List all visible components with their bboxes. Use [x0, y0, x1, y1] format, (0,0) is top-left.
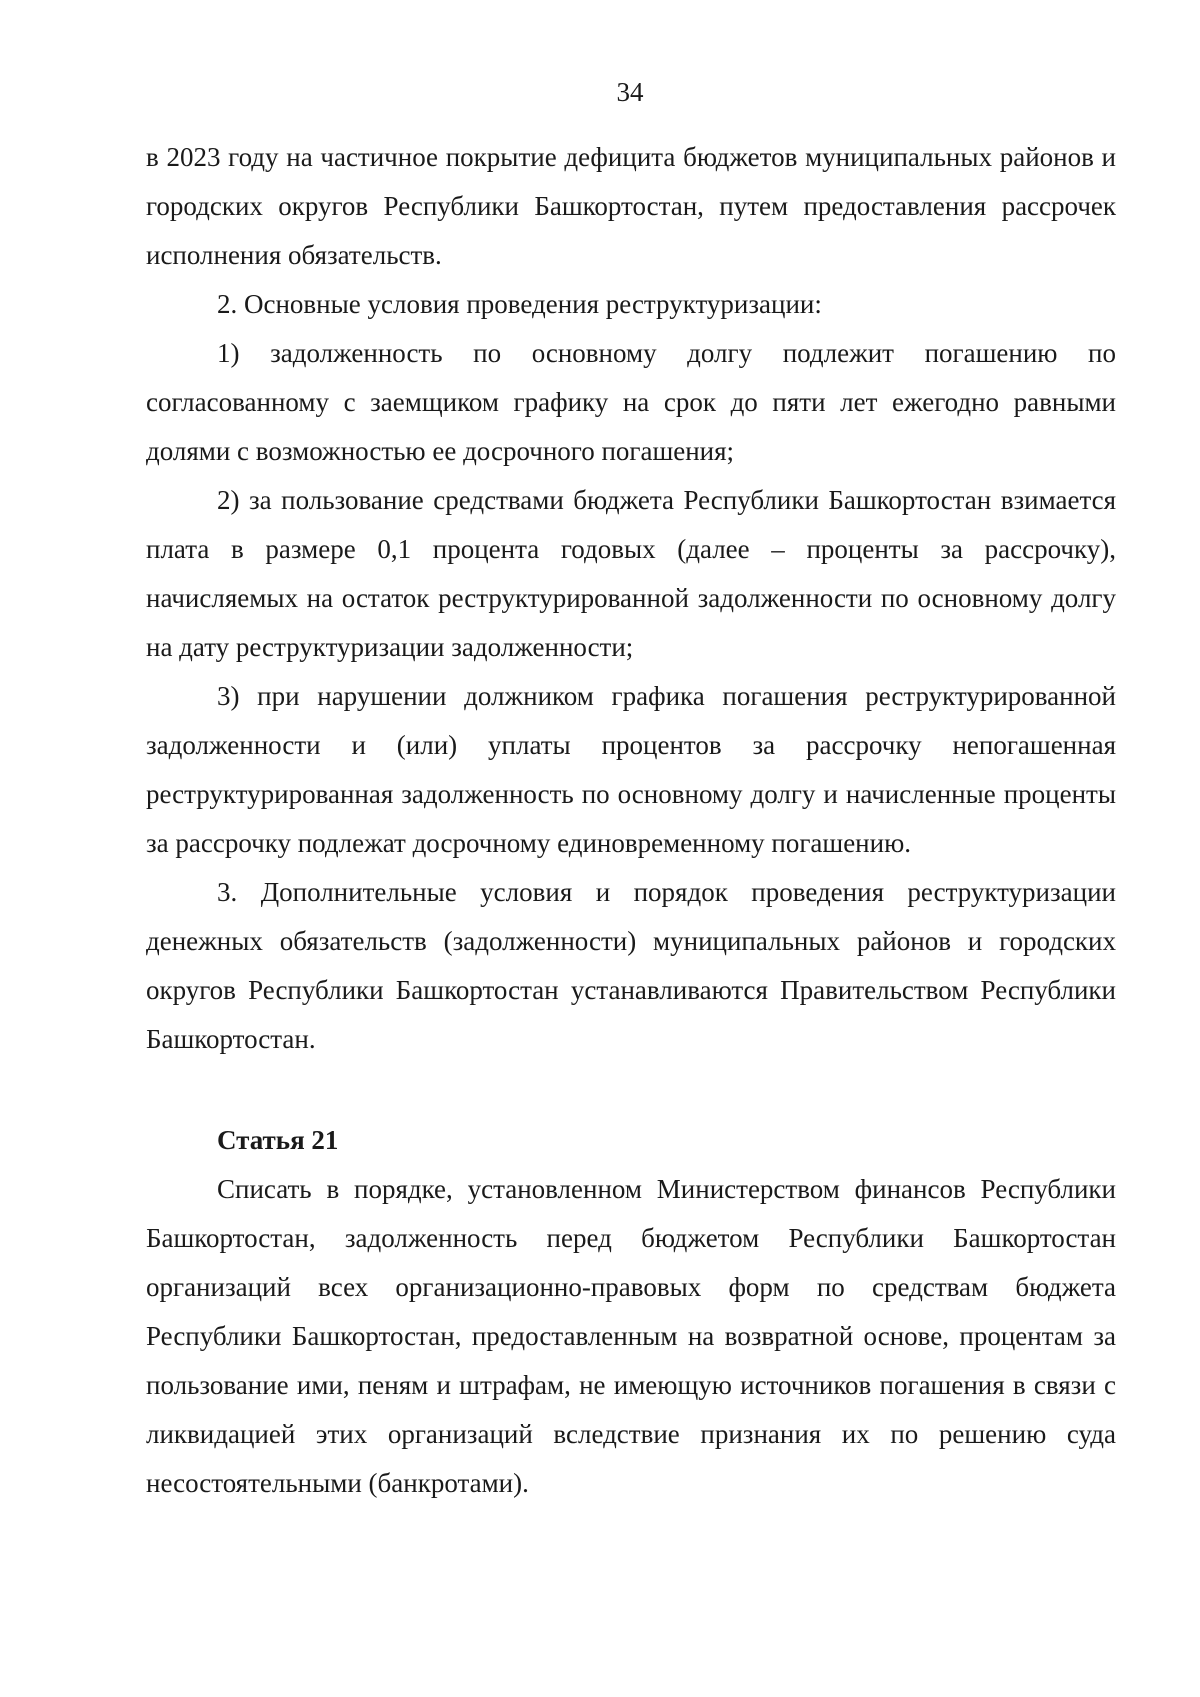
paragraph-item-3: 3) при нарушении должником графика погашения реструктурированной задолженности и (или) уплаты процентов за рассрочку непогашенная реструктурированная задолженность по основному долгу и начисленные проценты за рассрочку подлежат досрочному единовременному погашению.	[146, 681, 1116, 858]
paragraph-item-1: 1) задолженность по основному долгу подлежит погашению по согласованному с заемщиком графику на срок до пяти лет ежегодно равными долями с возможностью ее досрочного погашения;	[146, 338, 1116, 466]
paragraph-section-2: 2. Основные условия проведения реструктуризации:	[217, 289, 822, 319]
article-text: Списать в порядке, установленном Министерством финансов Республики Башкортостан, задолженность перед бюджетом Республики Башкортостан организаций всех организационно-правовых форм по средствам бюджета Республики Башкортостан, предоставленным на возвратной основе, процентам за пользование ими, пеням и штрафам, не имеющую источников погашения в связи с ликвидацией этих организаций вследствие признания их по решению суда несостоятельными (банкротами).	[146, 1174, 1116, 1498]
paragraph-continuation: в 2023 году на частичное покрытие дефицита бюджетов муниципальных районов и городских округов Республики Башкортостан, путем предоставления рассрочек исполнения обязательств.	[146, 142, 1116, 270]
paragraph-item-2: 2) за пользование средствами бюджета Республики Башкортостан взимается плата в размере 0,1 процента годовых (далее – проценты за рассрочку), начисляемых на остаток реструктурированной задолженности по основному долгу на дату реструктуризации задолженности;	[146, 485, 1116, 662]
article-heading: Статья 21	[217, 1125, 339, 1155]
paragraph-section-3: 3. Дополнительные условия и порядок проведения реструктуризации денежных обязательств (задолженности) муниципальных районов и городских округов Республики Башкортостан устанавливаются Правительством Республики Башкортостан.	[146, 877, 1116, 1054]
page-number: 34	[616, 77, 644, 107]
article-21	[146, 1116, 1116, 1508]
document-body	[146, 133, 1116, 1064]
